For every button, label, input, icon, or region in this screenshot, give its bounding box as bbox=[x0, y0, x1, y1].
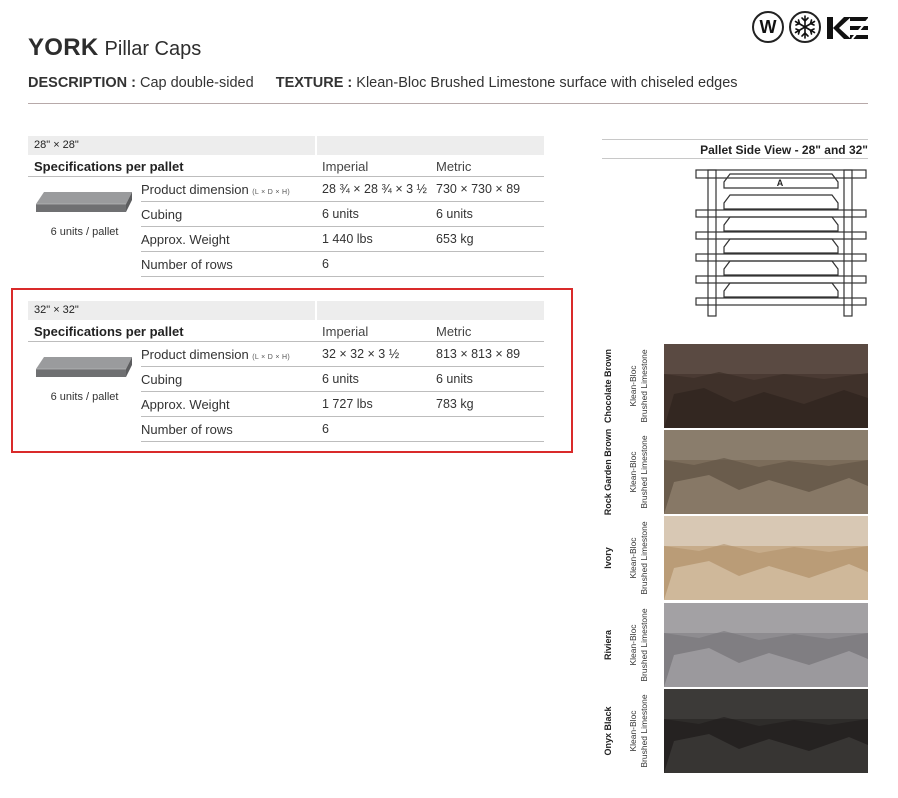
color-texture: Klean-Bloc Brushed Limestone bbox=[628, 521, 649, 595]
row-note: (L × D × H) bbox=[252, 189, 290, 196]
color-swatch-rock-garden-brown bbox=[598, 430, 868, 514]
color-name: Rock Garden Brown bbox=[603, 428, 613, 516]
spec-size-header bbox=[28, 136, 544, 155]
color-swatch-ivory bbox=[598, 516, 868, 600]
pallet-marker-label: A bbox=[776, 178, 784, 188]
row-metric: 653 kg bbox=[436, 232, 474, 246]
color-texture: Klean-Bloc Brushed Limestone bbox=[628, 435, 649, 509]
metric-header: Metric bbox=[436, 159, 472, 174]
row-imperial: 6 bbox=[322, 422, 329, 436]
row-imperial: 6 units bbox=[322, 207, 359, 221]
row-metric: 6 units bbox=[436, 372, 473, 386]
spec-size: 32" × 32" bbox=[34, 304, 79, 316]
header-divider bbox=[28, 103, 868, 104]
brand-name: YORK bbox=[28, 34, 99, 61]
snowflake-icon bbox=[789, 11, 821, 43]
color-sample-image bbox=[664, 689, 868, 773]
row-name: Product dimension bbox=[141, 182, 249, 197]
color-sample-image bbox=[664, 430, 868, 514]
row-name: Number of rows bbox=[141, 257, 233, 272]
pillar-cap-image bbox=[34, 188, 134, 218]
color-texture: Klean-Bloc Brushed Limestone bbox=[628, 608, 649, 682]
page-title bbox=[28, 34, 201, 62]
row-name: Product dimension bbox=[141, 347, 249, 362]
color-name: Riviera bbox=[603, 629, 613, 661]
color-name: Chocolate Brown bbox=[603, 348, 613, 424]
row-name: Approx. Weight bbox=[141, 232, 230, 247]
row-imperial: 1 440 lbs bbox=[322, 232, 373, 246]
color-texture: Klean-Bloc Brushed Limestone bbox=[628, 694, 649, 768]
kb-logo-icon bbox=[826, 15, 872, 41]
row-imperial: 6 bbox=[322, 257, 329, 271]
metric-header: Metric bbox=[436, 324, 472, 339]
color-sample-image bbox=[664, 603, 868, 687]
description-value: Cap double-sided bbox=[139, 75, 254, 91]
row-imperial: 32 × 32 × 3 ½ bbox=[322, 347, 400, 361]
spec-label: Specifications per pallet bbox=[34, 324, 184, 339]
row-metric: 813 × 813 × 89 bbox=[436, 347, 521, 361]
row-name: Cubing bbox=[141, 207, 183, 222]
color-sample-image bbox=[664, 344, 868, 428]
certification-badges bbox=[752, 11, 872, 43]
spec-size: 28" × 28" bbox=[34, 139, 79, 151]
spec-row bbox=[141, 227, 544, 252]
color-swatch-onyx-black bbox=[598, 689, 868, 773]
texture-value: Klean-Bloc Brushed Limestone surface with chiseled edges bbox=[356, 75, 738, 91]
spec-label: Specifications per pallet bbox=[34, 159, 184, 174]
row-metric: 783 kg bbox=[436, 397, 474, 411]
spec-row bbox=[141, 252, 544, 277]
row-name: Cubing bbox=[141, 372, 183, 387]
spec-row bbox=[141, 177, 544, 202]
pallet-view-title: Pallet Side View - 28" and 32" bbox=[700, 143, 868, 157]
units-per-pallet: 6 units / pallet bbox=[50, 226, 119, 238]
row-note: (L × D × H) bbox=[252, 354, 290, 361]
imperial-header: Imperial bbox=[322, 159, 369, 174]
row-imperial: 6 units bbox=[322, 372, 359, 386]
color-swatch-riviera bbox=[598, 603, 868, 687]
color-sample-image bbox=[664, 516, 868, 600]
color-name: Ivory bbox=[603, 547, 613, 569]
color-swatch-chocolate-brown bbox=[598, 344, 868, 428]
row-name: Number of rows bbox=[141, 422, 233, 437]
row-name: Approx. Weight bbox=[141, 397, 230, 412]
color-texture: Klean-Bloc Brushed Limestone bbox=[628, 349, 649, 423]
row-metric: 730 × 730 × 89 bbox=[436, 182, 521, 196]
row-imperial: 28 ¾ × 28 ¾ × 3 ½ bbox=[322, 182, 427, 196]
spec-block-28 bbox=[28, 136, 544, 276]
pallet-side-view-diagram bbox=[694, 168, 868, 318]
description-line bbox=[28, 75, 738, 91]
row-imperial: 1 727 lbs bbox=[322, 397, 373, 411]
spec-row bbox=[141, 202, 544, 227]
highlight-frame bbox=[11, 288, 573, 453]
product-name: Pillar Caps bbox=[104, 38, 202, 60]
imperial-header: Imperial bbox=[322, 324, 369, 339]
texture-key: TEXTURE : bbox=[275, 75, 353, 91]
description-key: DESCRIPTION : bbox=[28, 75, 136, 91]
row-metric: 6 units bbox=[436, 207, 473, 221]
color-name: Onyx Black bbox=[603, 706, 613, 756]
w-badge-icon: W bbox=[752, 11, 784, 43]
units-per-pallet: 6 units / pallet bbox=[50, 391, 119, 403]
